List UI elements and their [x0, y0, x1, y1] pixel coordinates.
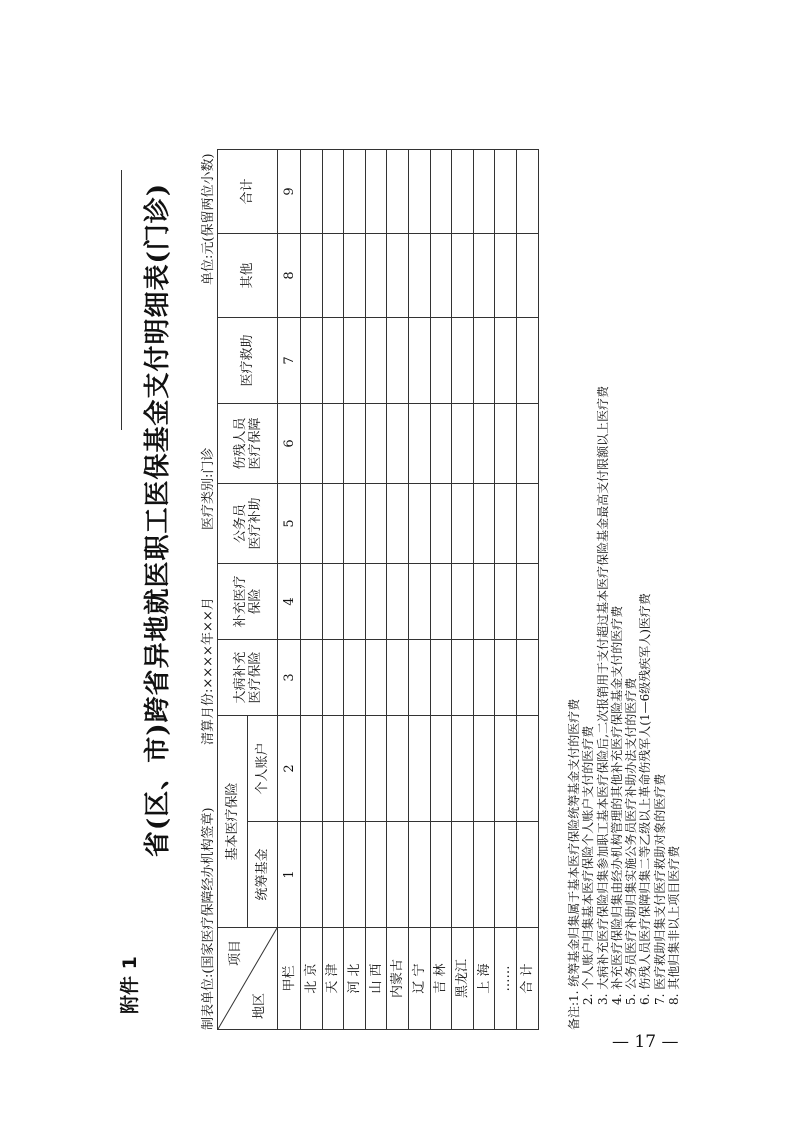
value-cell — [344, 317, 366, 403]
value-cell — [322, 822, 344, 928]
region-cell: 河 北 — [344, 928, 366, 1030]
value-cell — [301, 822, 323, 928]
annex-label: 附件 1 — [119, 956, 141, 1014]
value-cell — [301, 317, 323, 403]
col-number: 2 — [278, 715, 301, 821]
value-cell — [408, 317, 430, 403]
value-cell — [473, 317, 495, 403]
col-number: 4 — [278, 563, 301, 639]
value-cell — [322, 233, 344, 317]
value-cell — [495, 483, 517, 563]
value-cell — [430, 149, 452, 233]
value-cell — [365, 563, 387, 639]
value-cell — [365, 233, 387, 317]
value-cell — [495, 403, 517, 483]
region-cell: 山 西 — [365, 928, 387, 1030]
region-cell: 辽 宁 — [408, 928, 430, 1030]
value-cell — [473, 403, 495, 483]
col-number: 3 — [278, 639, 301, 715]
value-cell — [365, 483, 387, 563]
table-row — [365, 149, 387, 1029]
value-cell — [452, 149, 474, 233]
row-label: 甲栏 — [278, 928, 301, 1030]
title-underline — [121, 170, 122, 430]
table-row — [452, 149, 474, 1029]
value-cell — [430, 563, 452, 639]
value-cell — [430, 403, 452, 483]
value-cell — [322, 317, 344, 403]
value-cell — [301, 149, 323, 233]
header-disabled: 伤残人员 医疗保障 — [218, 403, 278, 483]
value-cell — [473, 639, 495, 715]
value-cell — [344, 639, 366, 715]
meta-unit: 单位:元(保留两位小数) — [201, 153, 216, 285]
page-number: — 17 — — [612, 1032, 679, 1052]
region-cell: …… — [495, 928, 517, 1030]
value-cell — [301, 233, 323, 317]
value-cell — [430, 317, 452, 403]
note-line: 6. 伤残人员医疗保障归集二等乙级以上革命伤残军人(1—6级残疾军人)医疗费 — [638, 593, 653, 1005]
value-cell — [387, 149, 409, 233]
note-line: 备注:1. 统筹基金归集属于基本医疗保险统筹基金支付的医疗费 — [567, 698, 581, 1030]
region-cell: 合 计 — [516, 928, 538, 1030]
col-number: 7 — [278, 317, 301, 403]
value-cell — [473, 822, 495, 928]
note-line: 4. 补充医疗保险归集由经办机构管理的其他补充医疗保险基金支付的医疗费 — [609, 605, 624, 1005]
value-cell — [408, 483, 430, 563]
value-cell — [365, 403, 387, 483]
value-cell — [408, 822, 430, 928]
value-cell — [408, 403, 430, 483]
note-line: 8. 其他归集非以上项目医疗费 — [667, 845, 682, 1005]
corner-item-label: 项目 — [228, 940, 243, 967]
corner-area-label: 地区 — [252, 992, 267, 1019]
value-cell — [322, 715, 344, 821]
value-cell — [344, 563, 366, 639]
header-personal-account: 个人账户 — [248, 715, 278, 821]
note-line: 5. 公务员医疗补助归集实施公务员医疗补助办法支付的医疗费 — [624, 677, 639, 1005]
header-supplement: 补充医疗 保险 — [218, 563, 278, 639]
corner-diagonal — [218, 928, 277, 1029]
value-cell — [344, 403, 366, 483]
table-row — [322, 149, 344, 1029]
header-civil-servant: 公务员 医疗补助 — [218, 483, 278, 563]
value-cell — [387, 715, 409, 821]
value-cell — [301, 563, 323, 639]
meta-type: 医疗类别:门诊 — [201, 447, 216, 530]
value-cell — [408, 149, 430, 233]
header-pool-fund: 统筹基金 — [248, 822, 278, 928]
value-cell — [452, 483, 474, 563]
value-cell — [495, 149, 517, 233]
table-row — [430, 149, 452, 1029]
value-cell — [365, 822, 387, 928]
region-cell: 北 京 — [301, 928, 323, 1030]
col-number: 5 — [278, 483, 301, 563]
value-cell — [387, 483, 409, 563]
value-cell — [516, 822, 538, 928]
value-cell — [365, 639, 387, 715]
value-cell — [495, 317, 517, 403]
value-cell — [452, 317, 474, 403]
value-cell — [430, 483, 452, 563]
value-cell — [452, 715, 474, 821]
value-cell — [387, 563, 409, 639]
value-cell — [430, 822, 452, 928]
value-cell — [516, 483, 538, 563]
table-row — [301, 149, 323, 1029]
value-cell — [473, 483, 495, 563]
value-cell — [408, 639, 430, 715]
value-cell — [387, 639, 409, 715]
value-cell — [473, 563, 495, 639]
table-row — [344, 149, 366, 1029]
value-cell — [322, 403, 344, 483]
value-cell — [452, 233, 474, 317]
value-cell — [473, 149, 495, 233]
value-cell — [365, 715, 387, 821]
value-cell — [452, 403, 474, 483]
value-cell — [516, 317, 538, 403]
value-cell — [322, 563, 344, 639]
header-medical-aid: 医疗救助 — [218, 317, 278, 403]
header-serious-illness: 大病补充 医疗保险 — [218, 639, 278, 715]
region-cell: 吉 林 — [430, 928, 452, 1030]
value-cell — [322, 639, 344, 715]
value-cell — [344, 483, 366, 563]
region-cell: 天 津 — [322, 928, 344, 1030]
column-number-row — [278, 149, 301, 1029]
value-cell — [516, 563, 538, 639]
value-cell — [344, 233, 366, 317]
col-number: 6 — [278, 403, 301, 483]
value-cell — [452, 563, 474, 639]
region-cell: 黑龙江 — [452, 928, 474, 1030]
header-basic-insurance: 基本医疗保险 — [218, 715, 248, 927]
table-row — [387, 149, 409, 1029]
value-cell — [516, 233, 538, 317]
value-cell — [473, 715, 495, 821]
value-cell — [387, 317, 409, 403]
value-cell — [516, 149, 538, 233]
value-cell — [408, 715, 430, 821]
header-corner — [218, 928, 278, 1030]
note-line: 3. 大病补充医疗保险归集参加职工基本医疗保险后,二次报销用于支付超过基本医疗保险基金最高支付限额以上医疗费 — [595, 385, 610, 1005]
note-line: 7. 医疗救助归集支付医疗救助对象的医疗费 — [652, 773, 667, 1005]
note-line: 2. 个人账户归集基本医疗保险个人账户支付的医疗费 — [581, 725, 596, 1005]
value-cell — [344, 822, 366, 928]
meta-org: 制表单位:(国家医疗保障经办机构签章) — [201, 807, 216, 1030]
value-cell — [365, 317, 387, 403]
value-cell — [344, 149, 366, 233]
rotated-page — [115, 150, 685, 1030]
col-number: 9 — [278, 149, 301, 233]
value-cell — [516, 639, 538, 715]
meta-month: 清算月份:××××年××月 — [201, 597, 216, 745]
value-cell — [408, 563, 430, 639]
header-other: 其他 — [218, 233, 278, 317]
payment-table — [217, 149, 539, 1030]
value-cell — [495, 563, 517, 639]
value-cell — [322, 149, 344, 233]
value-cell — [365, 149, 387, 233]
value-cell — [495, 715, 517, 821]
value-cell — [387, 822, 409, 928]
value-cell — [430, 715, 452, 821]
value-cell — [408, 233, 430, 317]
value-cell — [495, 639, 517, 715]
table-row — [516, 149, 538, 1029]
value-cell — [452, 822, 474, 928]
table-row — [495, 149, 517, 1029]
value-cell — [301, 483, 323, 563]
notes-block — [567, 386, 681, 1030]
value-cell — [301, 639, 323, 715]
value-cell — [516, 403, 538, 483]
value-cell — [516, 715, 538, 821]
col-number: 1 — [278, 822, 301, 928]
value-cell — [495, 233, 517, 317]
table-row — [408, 149, 430, 1029]
value-cell — [301, 715, 323, 821]
value-cell — [387, 403, 409, 483]
value-cell — [495, 822, 517, 928]
col-number: 8 — [278, 233, 301, 317]
value-cell — [473, 233, 495, 317]
header-total: 合计 — [218, 149, 278, 233]
page-title: 省(区、市)跨省异地就医职工医保基金支付明细表(门诊) — [143, 182, 173, 858]
value-cell — [387, 233, 409, 317]
value-cell — [430, 639, 452, 715]
region-cell: 内蒙古 — [387, 928, 409, 1030]
table-row — [473, 149, 495, 1029]
value-cell — [301, 403, 323, 483]
value-cell — [430, 233, 452, 317]
value-cell — [344, 715, 366, 821]
region-cell: 上 海 — [473, 928, 495, 1030]
value-cell — [322, 483, 344, 563]
value-cell — [452, 639, 474, 715]
